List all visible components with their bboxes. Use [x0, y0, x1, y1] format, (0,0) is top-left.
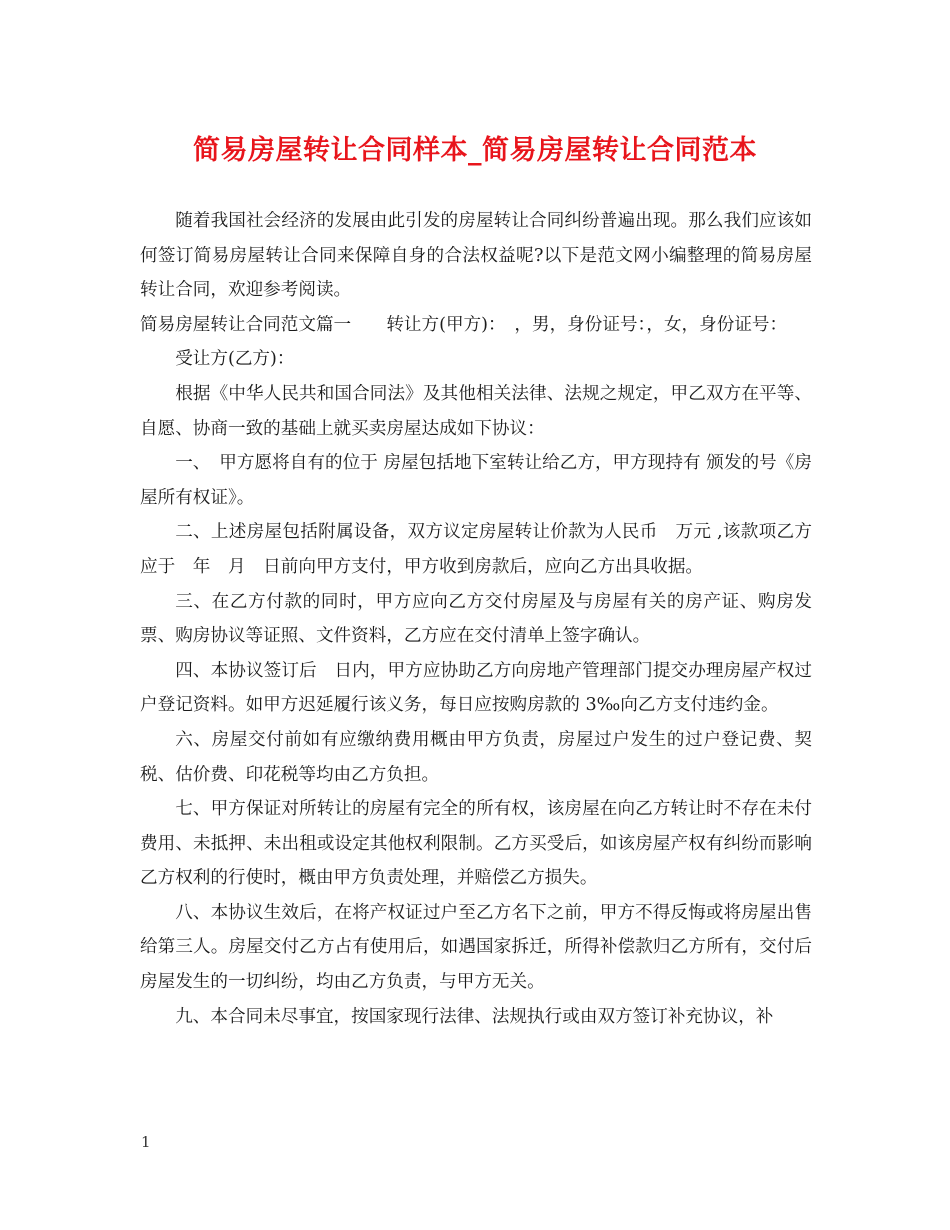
paragraph-parties-b: 受让方(乙方)： — [175, 349, 295, 370]
paragraph-legal-basis: 根据《中华人民共和国合同法》及其他相关法律、法规之规定，甲乙双方在平等、自愿、协商一致的基础上就买卖房屋达成如下协议： — [140, 383, 812, 439]
clause-4: 四、本协议签订后 日内，甲方应协助乙方向房地产管理部门提交办理房屋产权过户登记资料。如甲方迟延履行该义务，每日应按购房款的 3‰向乙方支付违约金。 — [140, 660, 812, 716]
paragraph-intro: 随着我国社会经济的发展由此引发的房屋转让合同纠纷普遍出现。那么我们应该如何签订简易房屋转让合同来保障自身的合法权益呢?以下是范文网小编整理的简易房屋转让合同，欢迎参考阅读。 — [140, 211, 812, 301]
page-number: 1 — [141, 1133, 151, 1151]
clause-1: 一、 甲方愿将自有的位于 房屋包括地下室转让给乙方，甲方现持有 颁发的号《房屋所有权证》。 — [140, 453, 812, 508]
clause-2: 二、上述房屋包括附属设备，双方议定房屋转让价款为人民币 万元 ,该款项乙方应于 年 月 日前向甲方支付，甲方收到房款后，应向乙方出具收据。 — [140, 522, 812, 577]
document-title: 简易房屋转让合同样本_简易房屋转让合同范本 — [193, 135, 757, 166]
clause-8: 八、本协议生效后，在将产权证过户至乙方名下之前，甲方不得反悔或将房屋出售给第三人。房屋交付乙方占有使用后，如遇国家拆迁，所得补偿款归乙方所有，交付后房屋发生的一切纠纷，均由乙方负责，与甲方无关。 — [140, 902, 812, 993]
document-body — [140, 204, 812, 1034]
paragraph-parties-a: 简易房屋转让合同范文篇一 转让方(甲方)： ，男，身份证号：，女，身份证号： — [140, 314, 788, 335]
clause-6: 六、房屋交付前如有应缴纳费用概由甲方负责，房屋过户发生的过户登记费、契税、估价费、印花税等均由乙方负担。 — [140, 729, 812, 785]
clause-7: 七、甲方保证对所转让的房屋有完全的所有权，该房屋在向乙方转让时不存在未付费用、未抵押、未出租或设定其他权利限制。乙方买受后，如该房屋产权有纠纷而影响乙方权利的行使时，概由甲方负责处理，并赔偿乙方损失。 — [140, 799, 812, 889]
clause-3: 三、在乙方付款的同时，甲方应向乙方交付房屋及与房屋有关的房产证、购房发票、购房协议等证照、文件资料，乙方应在交付清单上签字确认。 — [140, 591, 812, 647]
clause-9: 九、本合同未尽事宜，按国家现行法律、法规执行或由双方签订补充协议，补 — [175, 1006, 774, 1027]
